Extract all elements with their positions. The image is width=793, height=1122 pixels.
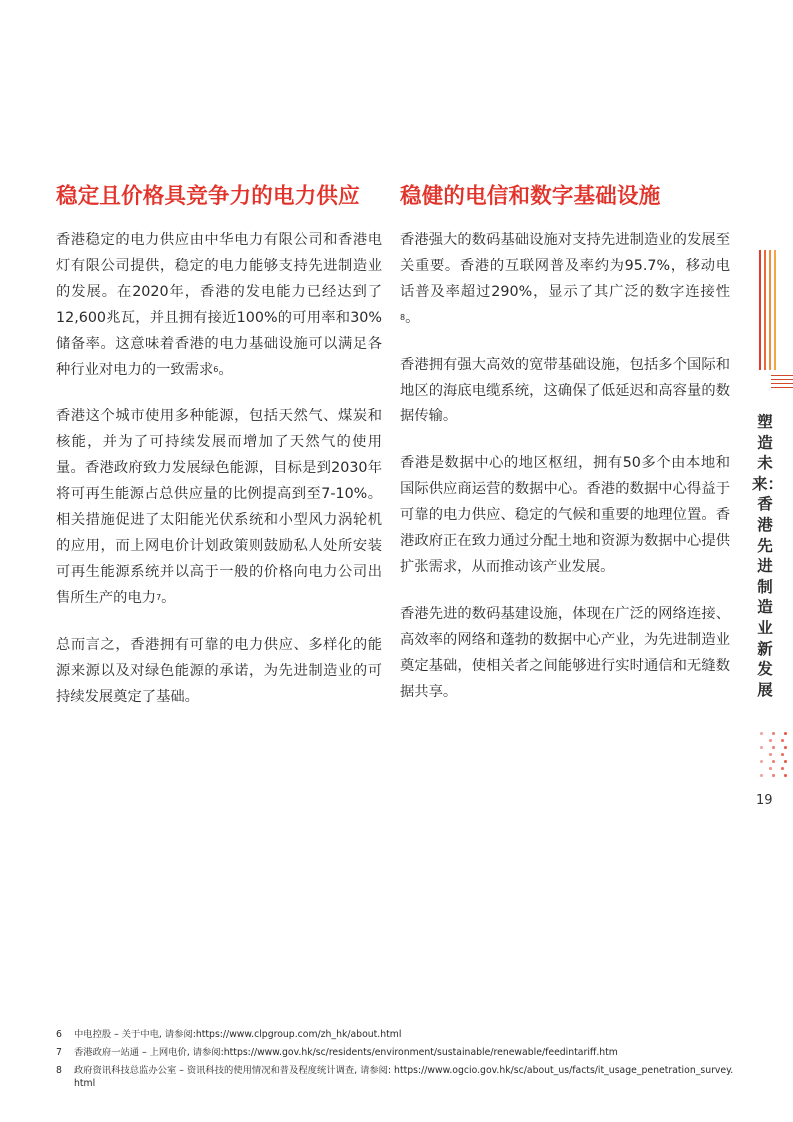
footnote-ref-8[interactable]: 8 (400, 312, 406, 322)
dot-decoration (772, 760, 775, 763)
dot-decoration (784, 760, 787, 763)
dot-decoration (781, 767, 784, 770)
dot-decoration (781, 753, 784, 756)
digital-paragraph-3: 香港是数据中心的地区枢纽，拥有50多个由本地和国际供应商运营的数据中心。香港的数据中心得益于可靠的电力供应、稳定的气候和重要的地理位置。香港政府正在致力通过分配土地和资源为数据中心提供扩张需求，从而推动该产业发展。 (400, 455, 730, 575)
power-paragraph-3: 总而言之，香港拥有可靠的电力供应、多样化的能源来源以及对绿色能源的承诺，为先进制造业的可持续发展奠定了基础。 (56, 636, 382, 705)
dot-decoration (769, 753, 772, 756)
footnote-text[interactable]: 政府资讯科技总监办公室 – 资讯科技的使用情况和普及程度统计调查, 请参阅: https://www.ogcio.gov.hk/sc/about_us/facts/it_usage_penetration_survey.html (74, 1065, 734, 1089)
dot-decoration (769, 767, 772, 770)
power-paragraph-2 (56, 404, 382, 611)
digital-paragraph-1 (400, 228, 730, 332)
section-heading-digital-infrastructure: 稳健的电信和数字基础设施 (400, 184, 661, 209)
footnote-6 (56, 1028, 736, 1041)
left-column (56, 180, 382, 731)
footnote-number: 6 (56, 1029, 62, 1040)
horizontal-lines-decoration (771, 375, 793, 395)
footnote-text[interactable]: 中电控股 – 关于中电, 请参阅:https://www.clpgroup.com/zh_hk/about.html (74, 1029, 402, 1040)
dot-decoration (760, 746, 763, 749)
digital-paragraph-1-end: 。 (405, 309, 420, 326)
dot-decoration (784, 732, 787, 735)
dot-pattern-decoration (760, 732, 790, 782)
footnote-8 (56, 1064, 736, 1090)
dot-decoration (769, 739, 772, 742)
digital-paragraph-2: 香港拥有强大高效的宽带基础设施，包括多个国际和地区的海底电缆系统，这确保了低延迟和高容量的数据传输。 (400, 356, 730, 425)
power-paragraph-1-text: 香港稳定的电力供应由中华电力有限公司和香港电灯有限公司提供，稳定的电力能够支持先进制造业的发展。在2020年，香港的发电能力已经达到了12,600兆瓦，并且拥有接近100%的可用率和30%储备率。这意味着香港的电力基础设施可以满足各种行业对电力的一致需求 (56, 232, 382, 378)
section-heading-power-supply: 稳定且价格具竞争力的电力供应 (56, 184, 360, 209)
digital-paragraph-4: 香港先进的数码基建设施，体现在广泛的网络连接、高效率的网络和蓬勃的数据中心产业，为先进制造业奠定基础，使相关者之间能够进行实时通信和无缝数据共享。 (400, 605, 730, 700)
page-number: 19 (756, 793, 773, 808)
digital-paragraph-1-text: 香港强大的数码基础设施对支持先进制造业的发展至关重要。香港的互联网普及率约为95.7%，移动电话普及率超过290%，显示了其广泛的数字连接性 (400, 232, 730, 300)
power-paragraph-2-text: 香港这个城市使用多种能源，包括天然气、煤炭和核能，并为了可持续发展而增加了天然气的使用量。香港政府致力发展绿色能源，目标是到2030年将可再生能源占总供应量的比例提高到至7-10%。相关措施促进了太阳能光伏系统和小型风力涡轮机的应用，而上网电价计划政策则鼓励私人处所安装可再生能源系统并以高于一般的价格向电力公司出售所生产的电力 (56, 408, 382, 606)
footnote-ref-7[interactable]: 7 (156, 592, 162, 602)
footnote-ref-6[interactable]: 6 (213, 364, 219, 374)
dot-decoration (772, 732, 775, 735)
right-column (400, 180, 730, 727)
footnote-number: 8 (56, 1065, 62, 1076)
dot-decoration (784, 774, 787, 777)
dot-decoration (760, 774, 763, 777)
dot-decoration (781, 739, 784, 742)
power-paragraph-1: 香港稳定的电力供应由中华电力有限公司和香港电灯有限公司提供，稳定的电力能够支持先进制造业的发展。在2020年，香港的发电能力已经达到了12,600兆瓦，并且拥有接近100%的可用率和30%储备率。这意味着香港的电力基础设施可以满足各种行业对电力的一致需求$^6$。 (56, 232, 382, 378)
footnote-7 (56, 1046, 736, 1059)
dot-decoration (784, 746, 787, 749)
dot-decoration (772, 774, 775, 777)
dot-decoration (760, 732, 763, 735)
dot-decoration (760, 760, 763, 763)
power-paragraph-2-end: 。 (161, 589, 176, 606)
footnote-number: 7 (56, 1047, 62, 1058)
vertical-document-title: 塑造未来：香港先进制造业新发展 (752, 413, 784, 699)
footnote-text[interactable]: 香港政府一站通 – 上网电价, 请参阅:https://www.gov.hk/sc/residents/environment/sustainable/renewable/feedintariff.htm (74, 1047, 618, 1058)
footnotes (56, 1028, 736, 1095)
dot-decoration (772, 746, 775, 749)
vertical-stripes-decoration (759, 250, 779, 370)
